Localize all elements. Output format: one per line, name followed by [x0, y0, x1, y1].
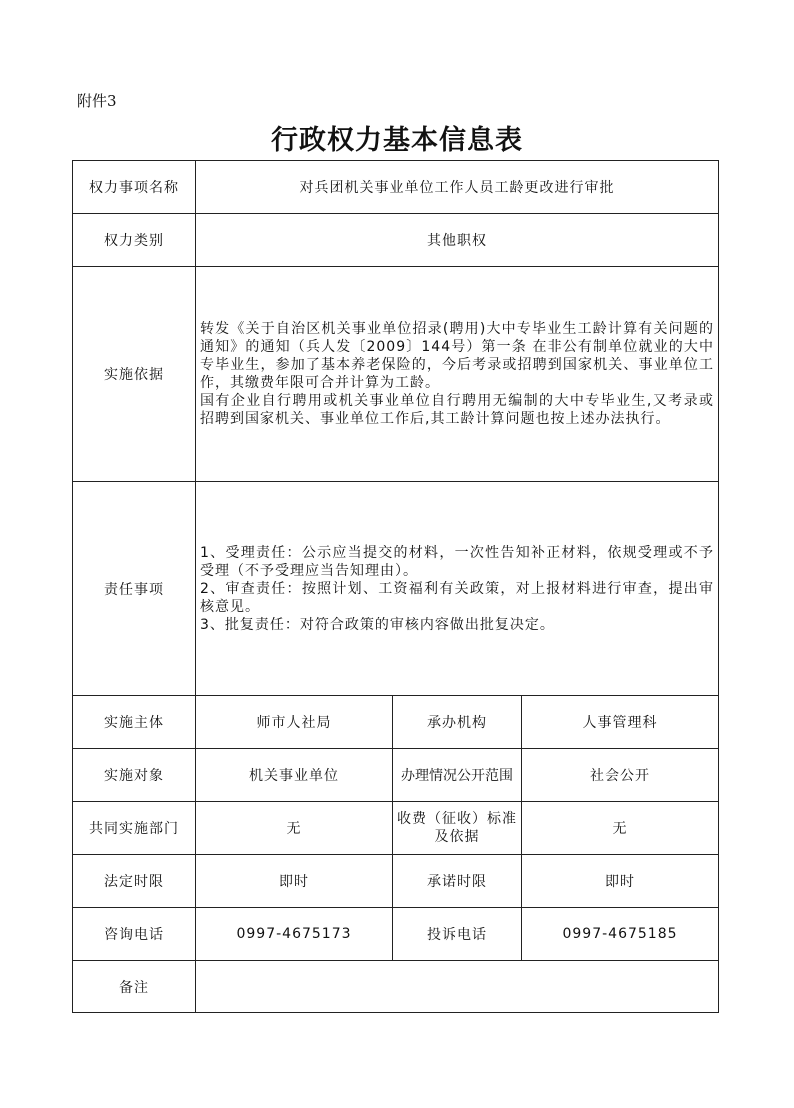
target-label: 实施对象: [73, 749, 196, 802]
consult-phone-label: 咨询电话: [73, 908, 196, 961]
power-type-label: 权力类别: [73, 214, 196, 267]
complaint-phone-label: 投诉电话: [393, 908, 522, 961]
attachment-label: 附件3: [77, 92, 117, 110]
row-responsibility: [73, 482, 719, 696]
legal-time-limit-label: 法定时限: [73, 855, 196, 908]
fee-standard-label: 收费（征收）标准及依据: [393, 802, 522, 855]
legal-time-limit-value: 即时: [196, 855, 393, 908]
row-power-type: [73, 214, 719, 267]
responsibility-item: 3、批复责任：对符合政策的审核内容做出批复决定。: [200, 616, 555, 633]
joint-dept-value: 无: [196, 802, 393, 855]
basis-label: 实施依据: [73, 267, 196, 482]
power-name-label: 权力事项名称: [73, 161, 196, 214]
row-time-limit: [73, 855, 719, 908]
basis-text: [196, 267, 719, 482]
basis-paragraph: 国有企业自行聘用或机关事业单位自行聘用无编制的大中专毕业生,又考录或招聘到国家机关、事业单位工作后,其工龄计算问题也按上述办法执行。: [200, 393, 714, 427]
row-subject: [73, 696, 719, 749]
handling-org-value: 人事管理科: [522, 696, 719, 749]
disclosure-scope-label: 办理情况公开范围: [393, 749, 522, 802]
subject-value: 师市人社局: [196, 696, 393, 749]
consult-phone-value: 0997-4675173: [196, 908, 393, 961]
remark-label: 备注: [73, 961, 196, 1013]
power-type-value: 其他职权: [196, 214, 719, 267]
promised-time-limit-value: 即时: [522, 855, 719, 908]
promised-time-limit-label: 承诺时限: [393, 855, 522, 908]
responsibility-item: 1、受理责任：公示应当提交的材料，一次性告知补正材料，依规受理或不予受理（不予受理应当告知理由）。: [200, 544, 714, 579]
remark-value: [196, 961, 719, 1013]
row-power-name: [73, 161, 719, 214]
row-joint: [73, 802, 719, 855]
row-target: [73, 749, 719, 802]
row-basis: [73, 267, 719, 482]
subject-label: 实施主体: [73, 696, 196, 749]
fee-standard-value: 无: [522, 802, 719, 855]
basis-paragraph: 转发《关于自治区机关事业单位招录(聘用)大中专毕业生工龄计算有关问题的通知》的通知（兵人发〔2009〕144号）第一条 在非公有制单位就业的大中专毕业生，参加了基本养老保险的，今后考录或招聘到国家机关、事业单位工作，其缴费年限可合并计算为工龄。: [200, 321, 714, 391]
responsibility-text: [196, 482, 719, 696]
disclosure-scope-value: 社会公开: [522, 749, 719, 802]
target-value: 机关事业单位: [196, 749, 393, 802]
power-name-value: 对兵团机关事业单位工作人员工龄更改进行审批: [196, 161, 719, 214]
page-title: 行政权力基本信息表: [271, 125, 523, 156]
responsibility-label: 责任事项: [73, 482, 196, 696]
row-phone: [73, 908, 719, 961]
joint-dept-label: 共同实施部门: [73, 802, 196, 855]
info-table: [72, 160, 719, 1013]
row-remark: [73, 961, 719, 1013]
complaint-phone-value: 0997-4675185: [522, 908, 719, 961]
handling-org-label: 承办机构: [393, 696, 522, 749]
responsibility-item: 2、审查责任：按照计划、工资福利有关政策，对上报材料进行审查，提出审核意见。: [200, 580, 714, 615]
